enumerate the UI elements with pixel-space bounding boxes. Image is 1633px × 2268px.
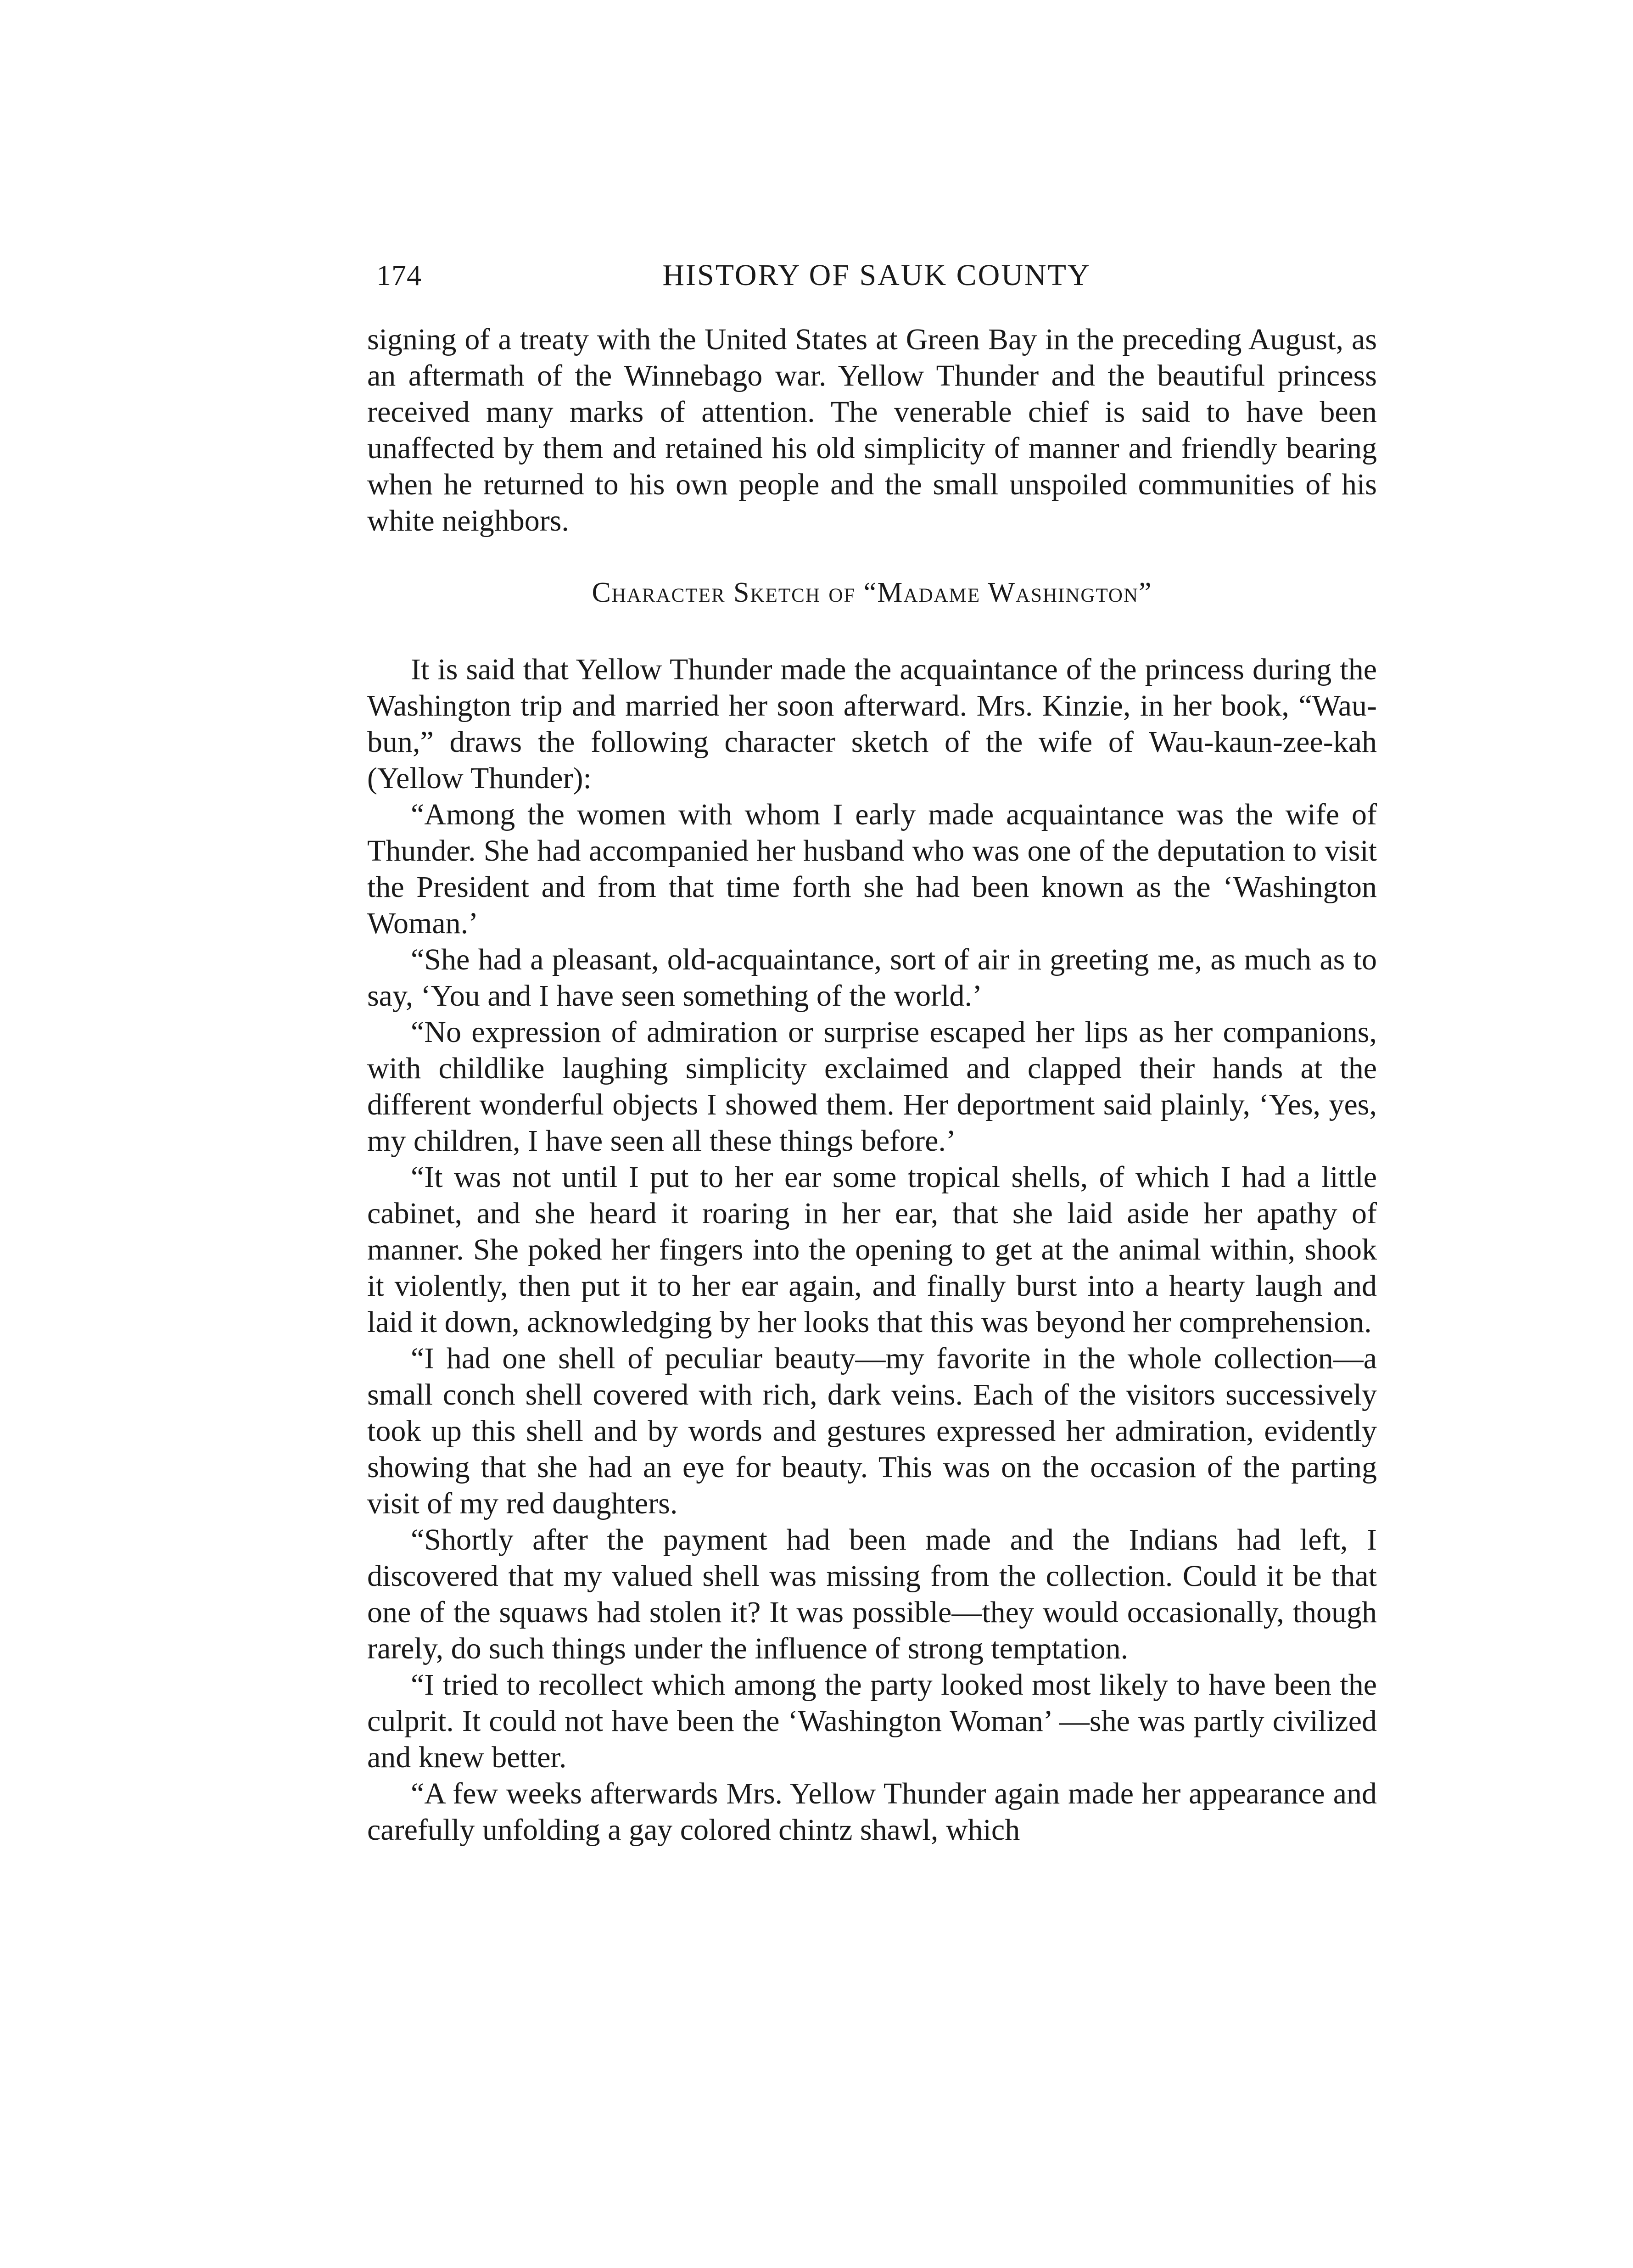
running-title: HISTORY OF SAUK COUNTY	[662, 258, 1091, 292]
running-head	[376, 250, 1377, 301]
paragraph: “I had one shell of peculiar beauty—my favorite in the whole collection—a small conch shell covered with rich, dark veins. Each of the visitors successively took up this shell and by words and gestures expressed her admiration, evidently showing that she had an eye for beauty. This was on the occasion of the parting visit of my red daughters.	[367, 1342, 1377, 1520]
paragraph: It is said that Yellow Thunder made the acquaintance of the princess during the Washington trip and married her soon afterward. Mrs. Kinzie, in her book, “Wau-bun,” draws the following character sketch of the wife of Wau-kaun-zee-kah (Yellow Thunder):	[367, 653, 1377, 795]
paragraph: “No expression of admiration or surprise escaped her lips as her companions, with childlike laughing simplicity exclaimed and clapped their hands at the different wonderful objects I showed them. Her deportment said plainly, ‘Yes, yes, my children, I have seen all these things before.’	[367, 1015, 1377, 1158]
paragraph: “She had a pleasant, old-acquaintance, sort of air in greeting me, as much as to say, ‘You and I have seen something of the world.’	[367, 943, 1377, 1013]
body-text	[367, 321, 1377, 1848]
paragraph: “Among the women with whom I early made acquaintance was the wife of Thunder. She had accompanied her husband who was one of the deputation to visit the President and from that time forth she had been known as the ‘Washington Woman.’	[367, 798, 1377, 940]
paragraph: “A few weeks afterwards Mrs. Yellow Thunder again made her appearance and carefully unfolding a gay colored chintz shawl, which	[367, 1777, 1377, 1847]
paragraph-continued: signing of a treaty with the United States at Green Bay in the preceding August, as an aftermath of the Winnebago war. Yellow Thunder and the beautiful princess received many marks of attention. The venerable chief is said to have been unaffected by them and retained his old simplicity of manner and friendly bearing when he returned to his own people and the small unspoiled communities of his white neighbors.	[367, 323, 1377, 538]
page-number: 174	[376, 259, 422, 291]
paragraph: “It was not until I put to her ear some tropical shells, of which I had a little cabinet, and she heard it roaring in her ear, that she laid aside her apathy of manner. She poked her fingers into the opening to get at the animal within, shook it violently, then put it to her ear again, and finally burst into a hearty laugh and laid it down, acknowledging by her looks that this was beyond her comprehension.	[367, 1160, 1377, 1339]
section-heading: Character Sketch of “Madame Washington”	[592, 577, 1152, 608]
paragraph: “Shortly after the payment had been made and the Indians had left, I discovered that my valued shell was missing from the collection. Could it be that one of the squaws had stolen it? It was possible—they would occasionally, though rarely, do such things under the influence of strong temptation.	[367, 1523, 1377, 1665]
paragraph: “I tried to recollect which among the party looked most likely to have been the culprit. It could not have been the ‘Washington Woman’ —she was partly civilized and knew better.	[367, 1668, 1377, 1774]
